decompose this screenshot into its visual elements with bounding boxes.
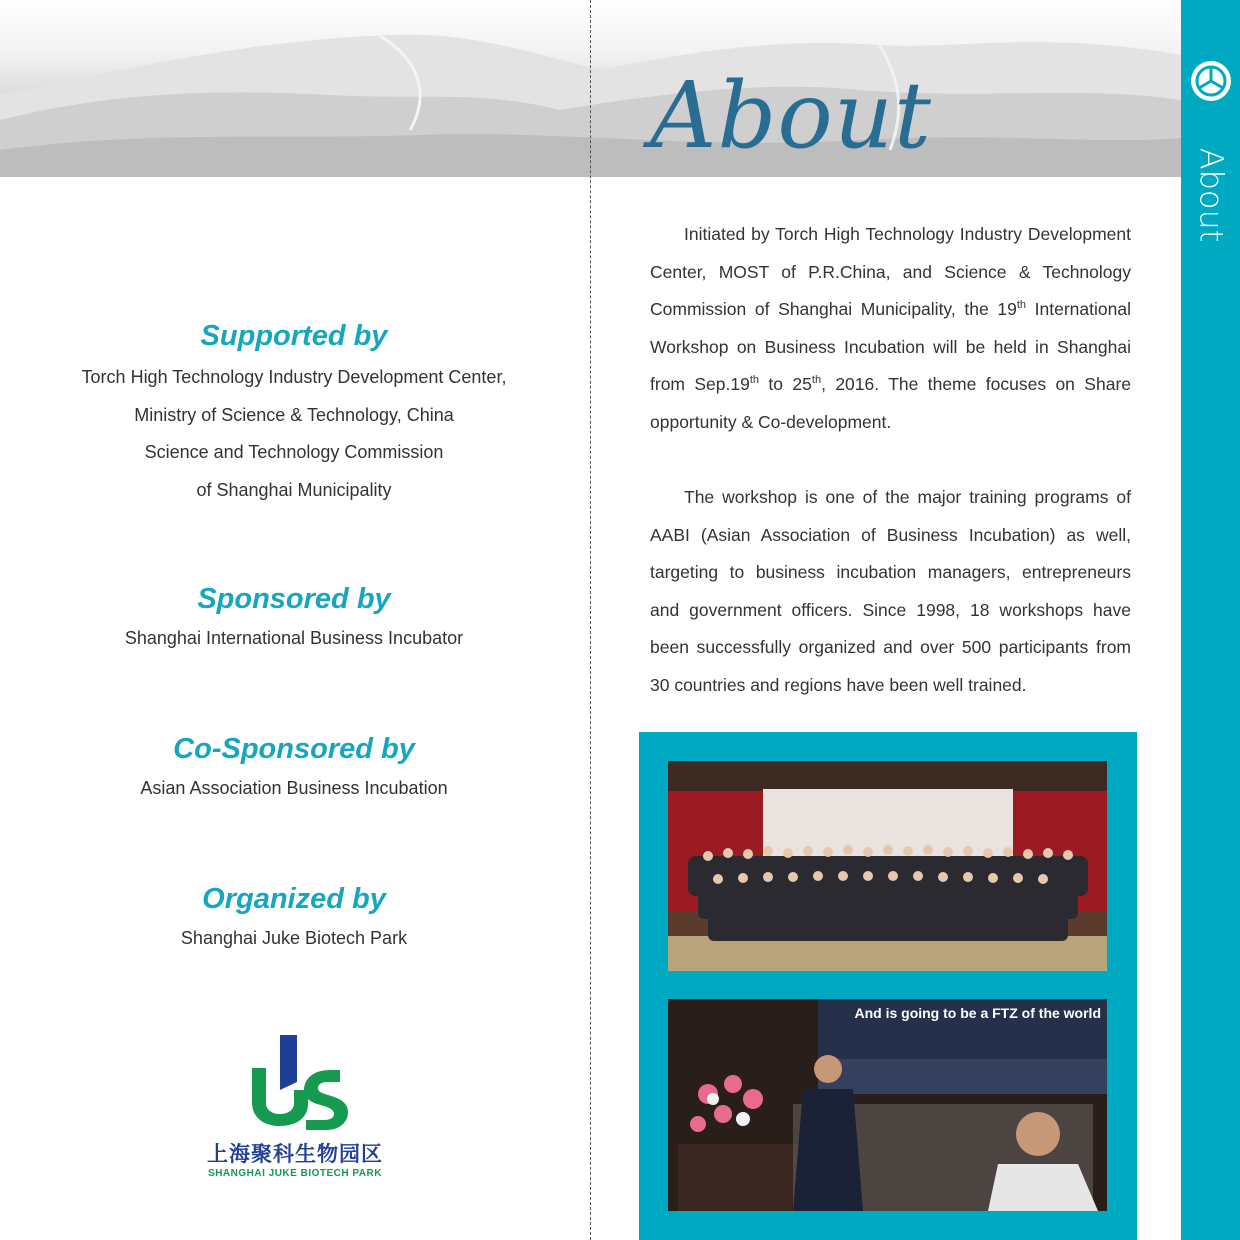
supported-by-heading: Supported by bbox=[200, 320, 388, 352]
compass-icon bbox=[1189, 59, 1233, 103]
group-photo bbox=[668, 761, 1107, 971]
cosponsored-line: Asian Association Business Incubation bbox=[140, 778, 448, 798]
speaker-photo-illustration bbox=[668, 999, 1107, 1211]
sponsored-line: Shanghai International Business Incubator bbox=[124, 628, 464, 648]
supported-line: of Shanghai Municipality bbox=[196, 479, 392, 500]
about-script-title: About bbox=[650, 62, 932, 169]
cosponsored-by-section bbox=[0, 731, 588, 808]
supported-line: Torch High Technology Industry Development Center, bbox=[81, 367, 507, 387]
sponsored-by-section bbox=[0, 581, 588, 658]
organized-by-heading: Organized by bbox=[202, 883, 386, 915]
workshop-paragraph: The workshop is one of the major training programs of AABI (Asian Association of Business Incubation) as well, targeting to business incubation managers, entrepreneurs and government officers. Since 1998, 18 workshops have been successfully organized and over 500 participants from 30 countries and regions have been well trained. bbox=[650, 487, 1131, 695]
supported-line: Ministry of Science & Technology, China bbox=[134, 404, 454, 425]
intro-paragraph: Initiated by Torch High Technology Industry Development Center, MOST of P.R.China, and Science & Technology Commission of Shanghai Municipality, the 19th International Workshop on Business Incubation will be held in Shanghai from Sep.19th to 25th, 2016. The theme focuses on Share opportunity & Co-development. bbox=[650, 224, 1132, 432]
group-photo-illustration bbox=[668, 761, 1107, 971]
organized-by-section bbox=[0, 881, 588, 958]
sponsored-by-heading: Sponsored by bbox=[197, 583, 391, 615]
logo-english-name: SHANGHAI JUKE BIOTECH PARK bbox=[208, 1168, 382, 1179]
sidebar-about-label: About bbox=[1192, 147, 1231, 243]
cosponsored-by-heading: Co-Sponsored by bbox=[173, 733, 415, 765]
dashed-divider bbox=[590, 0, 591, 1240]
organized-line: Shanghai Juke Biotech Park bbox=[180, 928, 408, 948]
logo-chinese-name: 上海聚科生物园区 bbox=[207, 1142, 383, 1166]
supported-line: Science and Technology Commission bbox=[144, 442, 444, 462]
photo-slide-caption: And is going to be a FTZ of the world bbox=[854, 1005, 1101, 1021]
juke-logo bbox=[200, 1030, 390, 1190]
juke-logo-mark bbox=[200, 1030, 390, 1135]
speaker-photo bbox=[668, 999, 1107, 1211]
supported-by-section bbox=[0, 318, 588, 509]
